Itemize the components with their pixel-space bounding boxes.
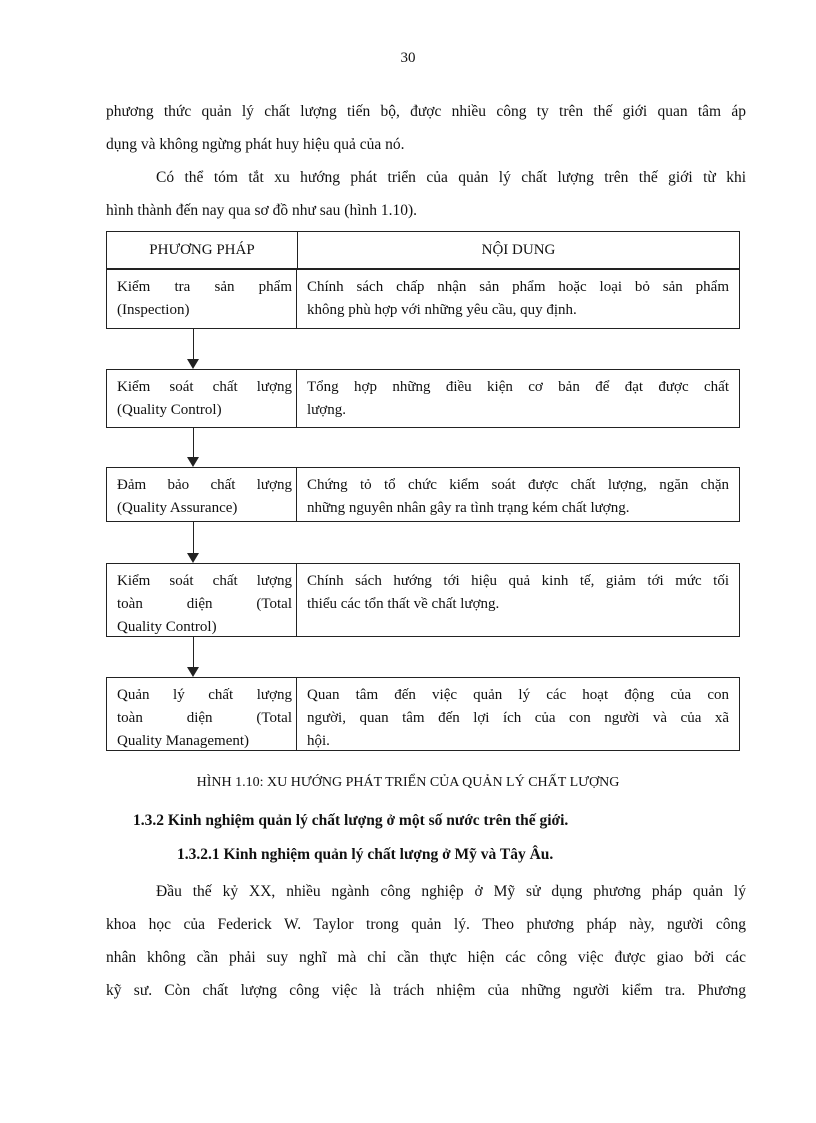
intro-line-1: phương thức quản lý chất lượng tiến bộ, được nhiều công ty trên thế giới quan tâm áp	[106, 103, 746, 120]
body-line-2: khoa học của Federick W. Taylor trong quản lý. Theo phương pháp này, người công	[106, 916, 746, 933]
subsection-heading: 1.3.2.1 Kinh nghiệm quản lý chất lượng ở Mỹ và Tây Âu.	[177, 846, 554, 863]
header-content: NỘI DUNG	[481, 241, 556, 258]
method-cell: Quản lý chất lượng toàn diện (Total Quality Management)	[107, 678, 297, 750]
content-cell: Quan tâm đến việc quản lý các hoạt động của con người, quan tâm đến lợi ích của con người và của xã hội.	[307, 687, 729, 749]
summary-line-1: Có thể tóm tắt xu hướng phát triển của quản lý chất lượng trên thế giới từ khi	[156, 169, 746, 186]
intro-line-2: dụng và không ngừng phát huy hiệu quả của nó.	[106, 136, 405, 153]
figure-caption: HÌNH 1.10: XU HƯỚNG PHÁT TRIỂN CỦA QUẢN LÝ CHẤT LƯỢNG	[196, 775, 620, 790]
flow-arrow	[187, 522, 200, 563]
intro-paragraph	[106, 95, 746, 161]
header-method: PHƯƠNG PHÁP	[107, 232, 298, 268]
flow-box-quality-control	[106, 369, 740, 428]
method-cell: Kiểm soát chất lượng toàn diện (Total Quality Control)	[107, 564, 297, 636]
content-cell: Chứng tỏ tổ chức kiểm soát được chất lượng, ngăn chặn những nguyên nhân gây ra tình trạng kém chất lượng.	[307, 477, 729, 516]
body-line-3: nhân không cần phải suy nghĩ mà chỉ cần thực hiện các công việc được giao bởi các	[106, 949, 746, 966]
method-cell: Đảm bảo chất lượng (Quality Assurance)	[107, 468, 297, 521]
body-line-4: kỹ sư. Còn chất lượng công việc là trách nhiệm của những người kiểm tra. Phương	[106, 982, 746, 999]
summary-line-2: hình thành đến nay qua sơ đồ như sau (hình 1.10).	[106, 202, 418, 219]
flow-arrow	[187, 329, 200, 369]
summary-paragraph	[106, 161, 746, 227]
page-number: 30	[400, 50, 416, 66]
flow-box-total-quality-management	[106, 677, 740, 751]
flow-box-total-quality-control	[106, 563, 740, 637]
content-cell: Chính sách hướng tới hiệu quả kinh tế, giảm tới mức tối thiểu các tổn thất về chất lượng.	[307, 573, 729, 612]
flow-box-quality-assurance	[106, 467, 740, 522]
flow-box-inspection	[106, 269, 740, 329]
flow-arrow	[187, 428, 200, 467]
flow-arrow	[187, 637, 200, 677]
body-paragraph	[106, 875, 746, 1007]
section-heading: 1.3.2 Kinh nghiệm quản lý chất lượng ở một số nước trên thế giới.	[133, 812, 569, 829]
table-header	[106, 231, 740, 269]
content-cell: Chính sách chấp nhận sản phẩm hoặc loại bỏ sản phẩm không phù hợp với những yêu cầu, quy định.	[307, 279, 729, 318]
content-cell: Tổng hợp những điều kiện cơ bản để đạt được chất lượng.	[307, 379, 729, 418]
body-line-1: Đầu thế kỷ XX, nhiều ngành công nghiệp ở Mỹ sử dụng phương pháp quản lý	[156, 883, 746, 900]
method-cell: Kiểm tra sản phẩm (Inspection)	[107, 270, 297, 328]
method-cell: Kiểm soát chất lượng (Quality Control)	[107, 370, 297, 427]
